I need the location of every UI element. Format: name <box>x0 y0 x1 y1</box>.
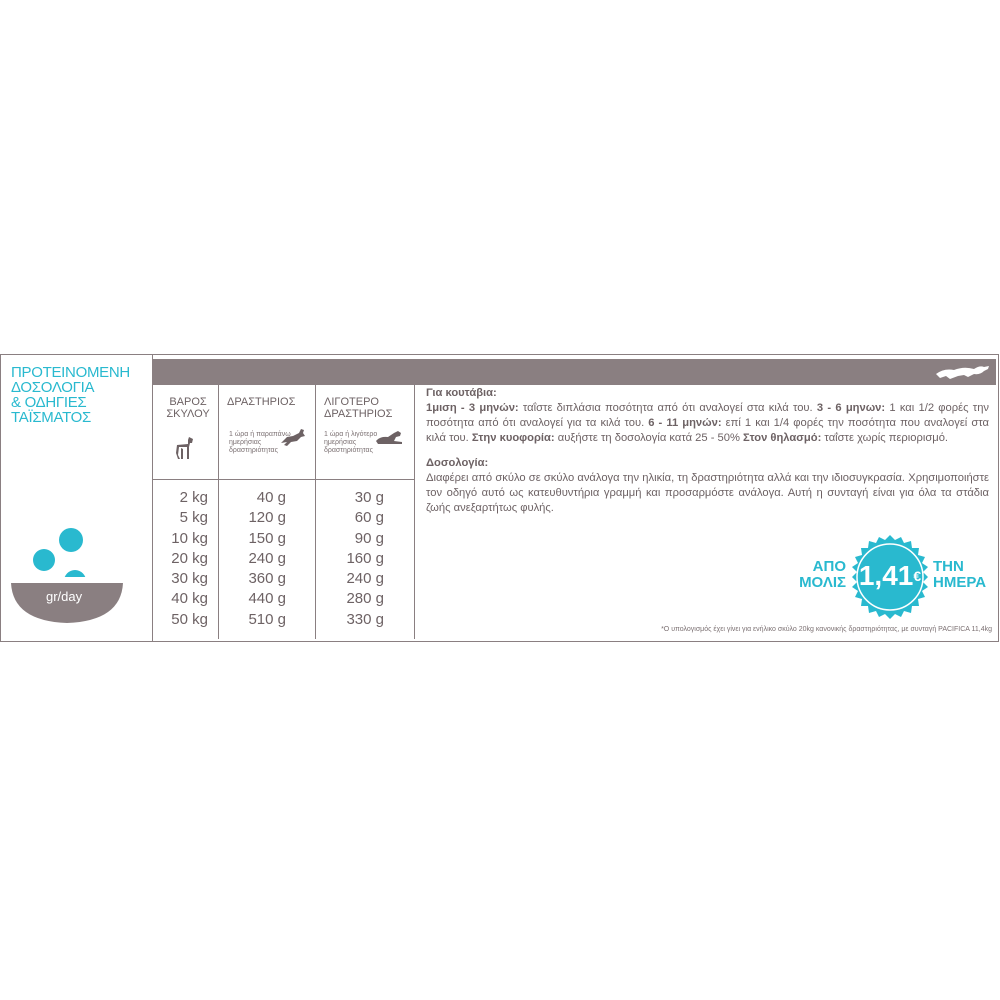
table-row-weight: 2 kg <box>179 489 208 506</box>
less-active-column-header: ΛΙΓΟΤΕΡΟ ΔΡΑΣΤΗΡΙΟΣ <box>324 396 393 420</box>
dosage-table <box>153 385 415 639</box>
running-dog-icon <box>934 362 992 382</box>
puppies-text: 1μιση - 3 μηνών: ταΐστε διπλάσια ποσότητα από ότι αναλογεί στα κιλά του. 3 - 6 μηνων: 1 και 1/2 φορές την ποσότητα από ότι αναλογεί για τα κιλά του. 6 - 11 μηνών: επί 1 και 1/4 φορές την ποσότητα που αναλογεί στα κιλά του. Στην κυοφορία: αυξήστε τη δοσολογία κατά 25 - 50% Στον θηλασμό: ταΐστε χωρίς περιορισμό. <box>426 402 990 444</box>
table-row-less: 240 g <box>346 570 384 588</box>
price-callout <box>776 535 996 625</box>
less-active-column <box>316 385 415 639</box>
table-row-weight: 40 kg <box>171 590 208 608</box>
header-strip <box>153 359 996 385</box>
footnote: *Ο υπολογισμός έχει γίνει για ενήλικο σκύλο 20kg κανονικής δραστηριότητας, με συνταγή PACIFICA 11,4kg <box>661 626 992 633</box>
table-row-less: 280 g <box>346 590 384 608</box>
table-row-less: 60 g <box>354 509 384 527</box>
table-row-active: 360 g <box>248 570 286 588</box>
kibble-dot <box>33 549 55 571</box>
instructions-text <box>426 386 989 516</box>
table-row-less: 330 g <box>346 610 384 628</box>
table-row-active: 510 g <box>248 610 286 628</box>
jumping-dog-icon <box>279 427 307 449</box>
dosage-text: Διαφέρει από σκύλο σε σκύλο ανάλογα την ηλικία, τη δραστηριότητα αλλά και την ιδιοσυγκρασία. Χρησιμοποιήστε τον οδηγό αυτό ως κατευθυντήρια γραμμή και προσαρμόστε ανάλογα. Αυτή η συνταγή είναι για όλα τα στάδια ζωής ανεξαρτήτως φυλής. <box>426 472 989 514</box>
price-prefix: ΑΠΟ ΜΟΛΙΣ <box>799 558 846 591</box>
table-row-weight: 20 kg <box>171 549 208 567</box>
dosage-heading: Δοσολογία: <box>426 457 489 469</box>
table-row-weight: 5 kg <box>179 509 208 527</box>
table-row-active: 150 g <box>248 529 286 547</box>
table-row-less: 90 g <box>354 529 384 547</box>
kibble-dot <box>59 528 83 552</box>
bowl-label: gr/day <box>46 589 83 604</box>
table-row-weight: 10 kg <box>171 529 208 547</box>
table-row-weight: 50 kg <box>171 610 208 628</box>
table-row-less: 30 g <box>354 489 384 506</box>
weight-column-header: ΒΑΡΟΣ ΣΚΥΛΟΥ <box>166 396 210 420</box>
active-column-header: ΔΡΑΣΤΗΡΙΟΣ <box>227 396 296 408</box>
guide-title: ΠΡΟΤΕΙΝΟΜΕΝΗ ΔΟΣΟΛΟΓΙΑ & ΟΔΗΓΙΕΣ ΤΑΪΣΜΑΤΟΣ <box>11 364 130 426</box>
active-column <box>219 385 316 639</box>
standing-dog-icon <box>175 435 197 461</box>
less-active-column-note: 1 ώρα ή λιγότερο ημερήσιας δραστηριότητας <box>324 431 378 454</box>
table-row-active: 240 g <box>248 549 286 567</box>
table-row-weight: 30 kg <box>171 570 208 588</box>
feeding-guide-panel <box>0 354 999 642</box>
active-column-note: 1 ώρα ή παραπάνω ημερήσιας δραστηριότητας <box>229 431 291 454</box>
lying-dog-icon <box>374 429 404 445</box>
bowl-illustration <box>1 525 153 635</box>
table-row-active: 40 g <box>256 489 286 506</box>
table-row-active: 120 g <box>248 509 286 527</box>
table-row-active: 440 g <box>248 590 286 608</box>
title-column <box>1 355 153 641</box>
weight-column <box>153 385 219 639</box>
price-suffix: ΤΗΝ ΗΜΕΡΑ <box>933 558 987 591</box>
price-value: 1,41€ <box>858 560 922 591</box>
table-row-less: 160 g <box>346 549 384 567</box>
puppies-heading: Για κουτάβια: <box>426 387 497 399</box>
